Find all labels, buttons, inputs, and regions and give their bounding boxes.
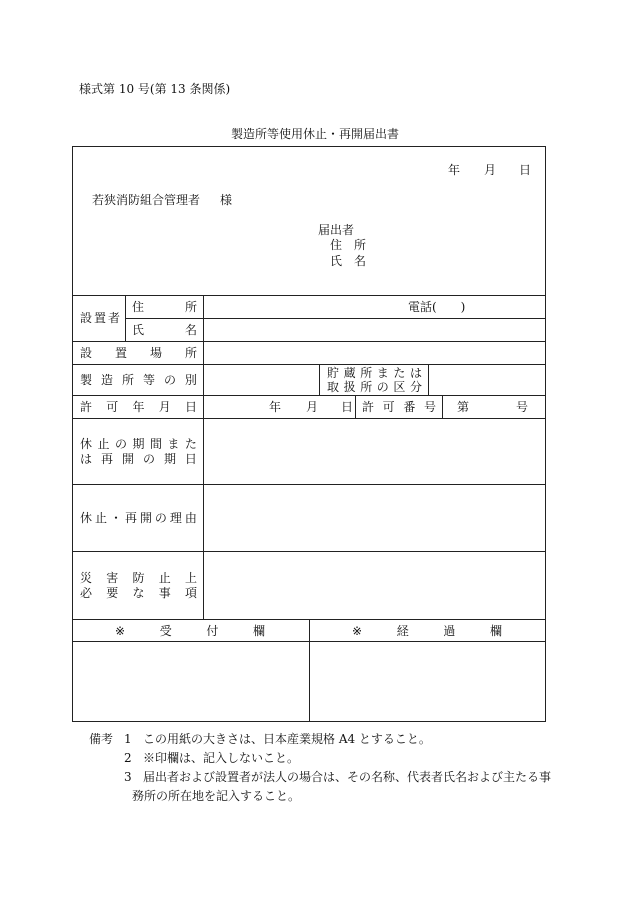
permit-day-label: 日 — [341, 400, 354, 414]
installer-name-label: 氏 名 — [132, 323, 197, 337]
note-3-continuation: 務所の所在地を記入すること。 — [132, 789, 301, 803]
rule-permit-divider-b — [442, 395, 443, 418]
permit-month-label: 月 — [306, 400, 319, 414]
rule-installer-divider — [125, 295, 126, 341]
note-1-text: この用紙の大きさは、日本産業規格 A4 とすること。 — [143, 732, 431, 746]
installer-label: 設 置 者 — [80, 311, 120, 325]
rule-location-bottom — [72, 364, 546, 365]
note-1-number: 1 — [124, 732, 132, 746]
reception-column-header: ※ 受 付 欄 — [115, 624, 265, 638]
honorific: 様 — [220, 193, 233, 207]
note-2-number: 2 — [124, 751, 132, 765]
notifier-name-label: 氏 名 — [330, 254, 367, 268]
safety-label-line2: 必 要 な 事 項 — [80, 586, 197, 600]
form-number: 様式第 10 号(第 13 条関係) — [79, 82, 231, 96]
period-label-line1: 休 止 の 期 間 ま た — [80, 437, 197, 451]
note-3-text: 届出者および設置者が法人の場合は、その名称、代表者氏名および主たる事 — [143, 770, 552, 784]
rule-header-bottom — [72, 295, 546, 296]
storage-class-label-line2: 取 扱 所 の 区 分 — [327, 380, 422, 394]
date-day-label: 日 — [519, 163, 532, 177]
rule-facility-divider-b — [428, 364, 429, 395]
permit-number-suffix: 号 — [516, 400, 529, 414]
rule-address-bottom — [125, 318, 546, 319]
safety-label-line1: 災 害 防 止 上 — [80, 571, 197, 585]
date-month-label: 月 — [484, 163, 497, 177]
notes-label: 備考 — [89, 732, 114, 746]
rule-permit-divider-a — [355, 395, 356, 418]
rule-reason-bottom — [72, 551, 546, 552]
progress-column-header: ※ 経 過 欄 — [352, 624, 502, 638]
storage-class-label-line1: 貯 蔵 所 ま た は — [327, 366, 422, 380]
rule-permit-bottom — [72, 418, 546, 419]
note-3-number: 3 — [124, 770, 132, 784]
rule-facility-bottom — [72, 395, 546, 396]
facility-type-label: 製 造 所 等 の 別 — [80, 373, 197, 387]
rule-period-bottom — [72, 484, 546, 485]
location-label: 設 置 場 所 — [80, 346, 197, 360]
note-2-text: ※印欄は、記入しないこと。 — [143, 751, 300, 765]
date-year-label: 年 — [448, 163, 461, 177]
permit-year-label: 年 — [269, 400, 282, 414]
permit-date-label: 許 可 年 月 日 — [80, 400, 197, 414]
addressee: 若狭消防組合管理者 — [92, 193, 201, 207]
permit-number-prefix: 第 — [457, 400, 470, 414]
permit-number-label: 許 可 番 号 — [362, 400, 436, 414]
reason-label: 休 止 ・ 再 開 の 理 由 — [80, 511, 197, 525]
notifier-label: 届出者 — [318, 223, 355, 237]
document-title: 製造所等使用休止・再開届出書 — [230, 127, 399, 141]
period-label-line2: は 再 開 の 期 日 — [80, 452, 197, 466]
rule-facility-divider-a — [319, 364, 320, 395]
installer-address-label: 住 所 — [132, 300, 197, 314]
rule-installer-bottom — [72, 341, 546, 342]
rule-label-column — [203, 295, 204, 619]
rule-reception-divider — [309, 619, 310, 722]
notifier-address-label: 住 所 — [330, 238, 367, 252]
installer-phone-label: 電話( ) — [408, 300, 466, 314]
